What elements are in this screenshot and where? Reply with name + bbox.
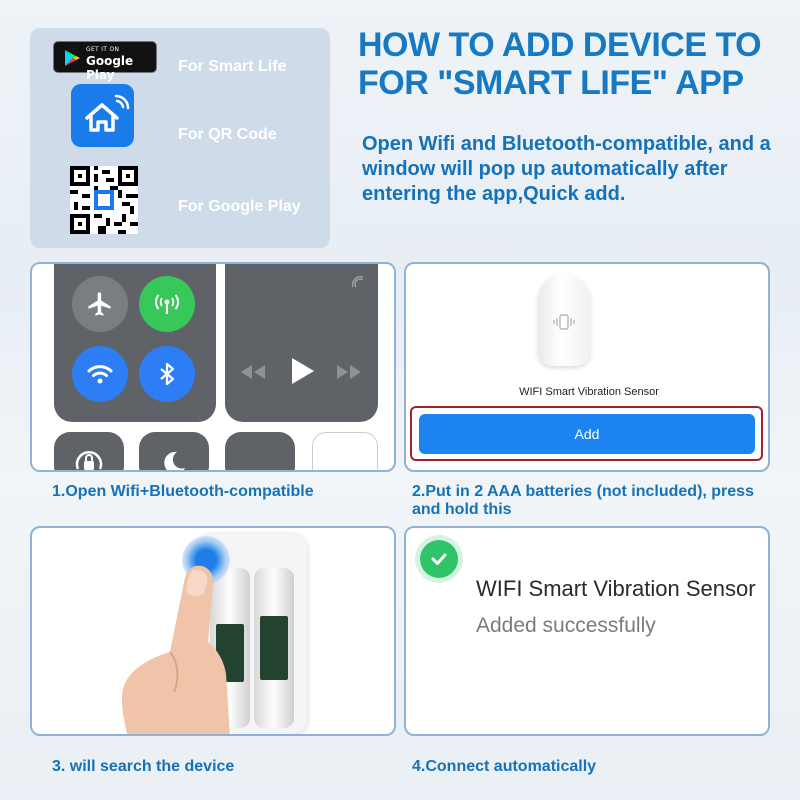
step-2-card [404, 262, 770, 472]
wifi-toggle[interactable] [72, 346, 128, 402]
step-4-card [404, 526, 770, 736]
step-2-label: 2.Put in 2 AAA batteries (not included), press and hold this [412, 483, 754, 518]
title-line-2: FOR "SMART LIFE" APP [358, 64, 744, 102]
fast-forward-icon[interactable] [334, 362, 364, 382]
badge-store-name: Google Play [86, 54, 134, 82]
vibration-icon [552, 310, 576, 334]
vibration-sensor-image [538, 274, 590, 366]
product-name: WIFI Smart Vibration Sensor [519, 386, 659, 398]
status-text: Added successfully [476, 614, 656, 637]
play-icon[interactable] [288, 356, 316, 386]
bluetooth-toggle[interactable] [139, 346, 195, 402]
aaa-battery [254, 568, 294, 728]
finger-pressing-image [118, 552, 238, 736]
step-3-card [30, 526, 396, 736]
badge-caption: GET IT ON [86, 46, 120, 53]
step-4-label: 4.Connect automatically [412, 758, 597, 775]
control-tile-light[interactable] [312, 432, 378, 472]
smart-life-home-icon [71, 84, 134, 147]
page-title [358, 26, 788, 102]
label-smart-life: For Smart Life [178, 58, 287, 75]
bluetooth-icon [152, 359, 182, 389]
rewind-icon[interactable] [238, 362, 268, 382]
rotation-lock-toggle[interactable] [54, 432, 124, 472]
google-play-badge[interactable] [53, 41, 157, 82]
qr-code [70, 166, 138, 234]
step-3-label: 3. will search the device [52, 758, 235, 775]
airplay-icon[interactable] [350, 274, 366, 290]
smart-life-app-icon[interactable] [71, 84, 134, 147]
checkmark-icon [428, 548, 450, 570]
instructions-text: Open Wifi and Bluetooth-compatible, and a window will pop up automatically after entering the app,Quick add. [362, 133, 771, 205]
google-play-icon [62, 48, 82, 68]
step-1-label: 1.Open Wifi+Bluetooth-compatible [52, 483, 314, 500]
cellular-data-toggle[interactable] [139, 276, 195, 332]
rotation-lock-icon [72, 447, 106, 472]
title-line-1: HOW TO ADD DEVICE TO [358, 26, 762, 64]
step-1-card [30, 262, 396, 472]
wifi-icon [85, 359, 115, 389]
moon-icon [159, 448, 187, 472]
add-button[interactable]: Add [419, 414, 755, 454]
airplane-mode-toggle[interactable] [72, 276, 128, 332]
label-qr-code: For QR Code [178, 126, 277, 143]
label-google-play: For Google Play [178, 198, 301, 215]
airplane-icon [86, 290, 114, 318]
do-not-disturb-toggle[interactable] [139, 432, 209, 472]
device-name: WIFI Smart Vibration Sensor [476, 576, 756, 601]
control-tile[interactable] [225, 432, 295, 472]
success-check-badge [420, 540, 458, 578]
cellular-antenna-icon [152, 289, 182, 319]
